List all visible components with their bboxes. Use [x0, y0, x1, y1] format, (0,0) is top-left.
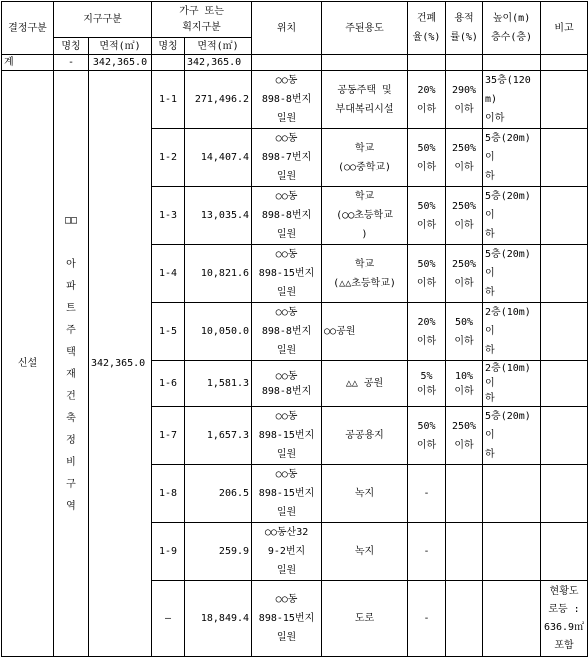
total-empty-cell	[446, 55, 483, 71]
block-name: 1-9	[152, 523, 185, 581]
block-name: —	[152, 581, 185, 657]
block-area: 14,407.4	[185, 129, 252, 187]
header-floor-ratio: 용적 률(%)	[446, 2, 483, 55]
block-height: 5층(20m)이 하	[483, 129, 541, 187]
block-coverage: 50% 이하	[408, 187, 446, 245]
block-height: 35층(120m) 이하	[483, 71, 541, 129]
block-note	[541, 407, 588, 465]
block-name: 1-2	[152, 129, 185, 187]
district-area-value: 342,365.0	[89, 71, 152, 657]
block-area: 10,050.0	[185, 303, 252, 361]
block-height: 5층(20m)이 하	[483, 245, 541, 303]
block-name: 1-7	[152, 407, 185, 465]
block-use: ○○공원	[322, 303, 408, 361]
block-location: ○○동 898-8번지 일원	[252, 303, 322, 361]
block-coverage: -	[408, 465, 446, 523]
block-area: 10,821.6	[185, 245, 252, 303]
block-floor-ratio: 10% 이하	[446, 361, 483, 407]
block-floor-ratio	[446, 465, 483, 523]
block-use: 학교 (△△초등학교)	[322, 245, 408, 303]
block-floor-ratio: 250% 이하	[446, 187, 483, 245]
header-block-name: 명칭	[152, 38, 185, 55]
block-use: 공동주택 및 부대복리시설	[322, 71, 408, 129]
block-use: 도로	[322, 581, 408, 657]
header-district-area: 면적(㎡)	[89, 38, 152, 55]
block-coverage: -	[408, 581, 446, 657]
block-area: 259.9	[185, 523, 252, 581]
district-name-value: □□ 아 파 트 주 택 재 건 축 정 비 구 역	[54, 71, 89, 657]
block-coverage: 20% 이하	[408, 71, 446, 129]
block-use: 공공용지	[322, 407, 408, 465]
total-empty-cell	[483, 55, 541, 71]
block-floor-ratio: 250% 이하	[446, 407, 483, 465]
block-note: 현황도 로등 : 636.9㎡ 포함	[541, 581, 588, 657]
block-use: 학교 (◯◯초등학교 )	[322, 187, 408, 245]
block-location: ○○동 898-15번지 일원	[252, 581, 322, 657]
table-row	[2, 71, 588, 129]
block-coverage: 5% 이하	[408, 361, 446, 407]
block-use: 학교 (○○중학교)	[322, 129, 408, 187]
block-name: 1-3	[152, 187, 185, 245]
total-empty-cell	[541, 55, 588, 71]
district-table	[1, 1, 588, 657]
block-area: 271,496.2	[185, 71, 252, 129]
header-district: 지구구분	[54, 2, 152, 38]
block-location: ○○동산32 9-2번지 일원	[252, 523, 322, 581]
header-district-name: 명칭	[54, 38, 89, 55]
block-height: 5층(20m)이 하	[483, 187, 541, 245]
block-note	[541, 129, 588, 187]
block-floor-ratio: 250% 이하	[446, 129, 483, 187]
block-note	[541, 245, 588, 303]
block-name: 1-8	[152, 465, 185, 523]
total-label: 계	[2, 55, 54, 71]
block-name: 1-6	[152, 361, 185, 407]
total-row	[2, 55, 588, 71]
block-coverage: 50% 이하	[408, 245, 446, 303]
total-district-name: -	[54, 55, 89, 71]
total-block-name	[152, 55, 185, 71]
block-floor-ratio	[446, 523, 483, 581]
block-use: △△ 공원	[322, 361, 408, 407]
block-location: ○○동 898-15번지 일원	[252, 245, 322, 303]
block-name: 1-5	[152, 303, 185, 361]
block-coverage: -	[408, 523, 446, 581]
block-location: ○○동 898-8번지	[252, 361, 322, 407]
block-height: 5층(20m)이 하	[483, 407, 541, 465]
decision-value: 신설	[2, 71, 54, 657]
block-note	[541, 187, 588, 245]
block-area: 206.5	[185, 465, 252, 523]
header-location: 위치	[252, 2, 322, 55]
header-block: 가구 또는 획지구분	[152, 2, 252, 38]
block-height	[483, 465, 541, 523]
block-height: 2층(10m)이 하	[483, 303, 541, 361]
block-coverage: 20% 이하	[408, 303, 446, 361]
block-location: ○○동 898-15번지 일원	[252, 407, 322, 465]
block-location: ○○동 898-8번지 일원	[252, 187, 322, 245]
block-area: 1,657.3	[185, 407, 252, 465]
total-block-area: 342,365.0	[185, 55, 252, 71]
block-name: 1-1	[152, 71, 185, 129]
block-coverage: 50% 이하	[408, 407, 446, 465]
header-note: 비고	[541, 2, 588, 55]
header-block-area: 면적(㎡)	[185, 38, 252, 55]
total-empty-cell	[252, 55, 322, 71]
block-name: 1-4	[152, 245, 185, 303]
block-note	[541, 71, 588, 129]
block-location: ○○동 898-15번지 일원	[252, 465, 322, 523]
block-note	[541, 361, 588, 407]
block-note	[541, 303, 588, 361]
block-location: ○○동 898-8번지 일원	[252, 71, 322, 129]
block-height	[483, 523, 541, 581]
block-note	[541, 465, 588, 523]
total-empty-cell	[408, 55, 446, 71]
block-height: 2층(10m)이 하	[483, 361, 541, 407]
block-floor-ratio: 50% 이하	[446, 303, 483, 361]
header-main-use: 주된용도	[322, 2, 408, 55]
block-floor-ratio: 250% 이하	[446, 245, 483, 303]
block-use: 녹지	[322, 465, 408, 523]
block-area: 13,035.4	[185, 187, 252, 245]
header-decision: 결정구분	[2, 2, 54, 55]
block-location: ○○동 898-7번지 일원	[252, 129, 322, 187]
block-floor-ratio: 290% 이하	[446, 71, 483, 129]
header-coverage: 건폐 율(%)	[408, 2, 446, 55]
header-height: 높이(m) 층수(층)	[483, 2, 541, 55]
block-area: 18,849.4	[185, 581, 252, 657]
block-note	[541, 523, 588, 581]
block-use: 녹지	[322, 523, 408, 581]
block-area: 1,581.3	[185, 361, 252, 407]
block-coverage: 50% 이하	[408, 129, 446, 187]
total-district-area: 342,365.0	[89, 55, 152, 71]
total-empty-cell	[322, 55, 408, 71]
